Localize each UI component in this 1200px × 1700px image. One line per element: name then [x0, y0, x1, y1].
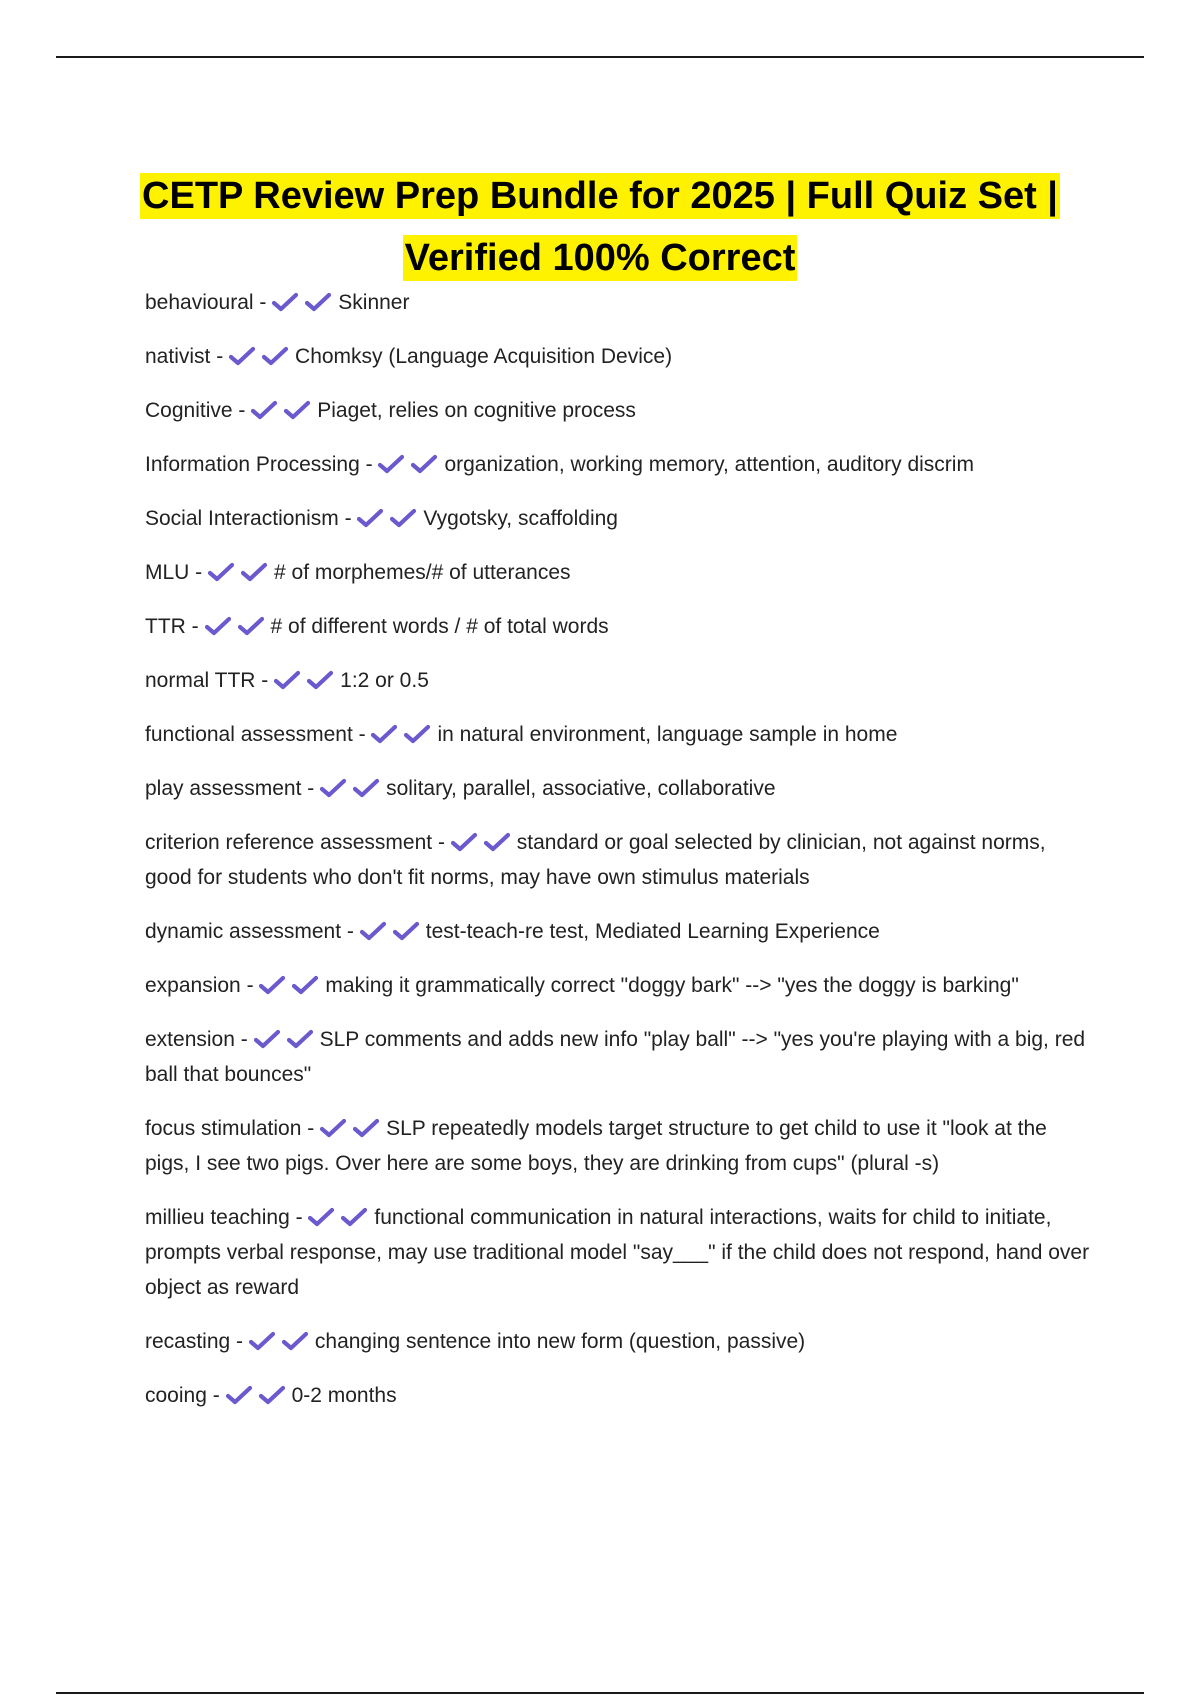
qa-answer: solitary, parallel, associative, collaborative — [386, 777, 776, 800]
qa-checks — [357, 507, 423, 530]
qa-term: focus stimulation — [145, 1117, 302, 1140]
title-line-2: Verified 100% Correct — [404, 237, 796, 280]
qa-term: Social Interactionism — [145, 507, 339, 530]
check-icon — [287, 1029, 313, 1049]
qa-separator: - — [301, 1117, 321, 1140]
check-icon — [320, 1118, 346, 1138]
qa-separator: - — [338, 507, 358, 530]
check-icon — [411, 454, 437, 474]
qa-item — [145, 339, 1095, 374]
qa-term: recasting — [145, 1330, 231, 1353]
qa-answer: # of morphemes/# of utterances — [274, 561, 571, 584]
qa-answer: functional communication in natural interactions, waits for child to initiate, prompts verbal response, may use traditional model "say___" if the child does not respond, hand over object as reward — [145, 1206, 1090, 1299]
qa-separator: - — [289, 1206, 309, 1229]
check-icon — [353, 778, 379, 798]
qa-item — [145, 825, 1095, 895]
qa-answer: changing sentence into new form (question, passive) — [314, 1330, 806, 1353]
qa-term: TTR — [145, 615, 186, 638]
qa-item — [145, 914, 1095, 949]
check-icon — [390, 508, 416, 528]
qa-answer: 0-2 months — [291, 1384, 397, 1407]
qa-checks — [254, 1028, 320, 1051]
qa-checks — [360, 920, 426, 943]
check-icon — [226, 1385, 252, 1405]
check-icon — [484, 832, 510, 852]
qa-answer: test-teach-re test, Mediated Learning Experience — [425, 920, 880, 943]
qa-answer: making it grammatically correct "doggy bark" --> "yes the doggy is barking" — [325, 974, 1019, 997]
qa-term: Cognitive — [145, 399, 233, 422]
qa-answer: Skinner — [338, 291, 410, 314]
document-title — [100, 165, 1100, 289]
check-icon — [320, 778, 346, 798]
check-icon — [393, 921, 419, 941]
qa-checks — [308, 1206, 374, 1229]
qa-checks — [249, 1330, 315, 1353]
check-icon — [353, 1118, 379, 1138]
check-icon — [259, 1385, 285, 1405]
check-icon — [360, 921, 386, 941]
qa-checks — [320, 1117, 386, 1140]
top-rule — [56, 56, 1144, 58]
check-icon — [284, 400, 310, 420]
qa-separator: - — [206, 1384, 226, 1407]
check-icon — [305, 292, 331, 312]
qa-separator: - — [359, 453, 379, 476]
check-icon — [378, 454, 404, 474]
check-icon — [451, 832, 477, 852]
qa-item — [145, 1022, 1095, 1092]
check-icon — [238, 616, 264, 636]
qa-separator: - — [432, 831, 451, 854]
check-icon — [249, 1331, 275, 1351]
check-icon — [254, 1029, 280, 1049]
qa-separator: - — [210, 345, 230, 368]
qa-term: play assessment — [145, 777, 302, 800]
qa-answer: SLP comments and adds new info "play ball" --> "yes you're playing with a big, red ball that bounces" — [145, 1028, 1086, 1086]
qa-checks — [371, 723, 437, 746]
qa-separator: - — [232, 399, 252, 422]
qa-checks — [226, 1384, 292, 1407]
check-icon — [241, 562, 267, 582]
check-icon — [404, 724, 430, 744]
qa-checks — [378, 453, 444, 476]
qa-term: Information Processing — [145, 453, 360, 476]
qa-term: extension — [145, 1028, 235, 1051]
qa-item — [145, 609, 1095, 644]
qa-checks — [451, 831, 517, 854]
qa-item — [145, 285, 1095, 320]
qa-item — [145, 393, 1095, 428]
qa-separator: - — [253, 291, 273, 314]
qa-term: behavioural — [145, 291, 254, 314]
qa-item — [145, 717, 1095, 752]
check-icon — [205, 616, 231, 636]
check-icon — [259, 975, 285, 995]
check-icon — [229, 346, 255, 366]
qa-answer: in natural environment, language sample in home — [437, 723, 898, 746]
qa-answer: standard or goal selected by clinician, not against norms, good for students who don't fit norms, may have own stimulus materials — [145, 831, 1046, 889]
qa-item — [145, 1324, 1095, 1359]
check-icon — [251, 400, 277, 420]
qa-item — [145, 1200, 1095, 1305]
qa-checks — [320, 777, 386, 800]
check-icon — [272, 292, 298, 312]
qa-term: MLU — [145, 561, 190, 584]
qa-item — [145, 555, 1095, 590]
qa-answer: Piaget, relies on cognitive process — [317, 399, 636, 422]
check-icon — [208, 562, 234, 582]
check-icon — [308, 1207, 334, 1227]
qa-item — [145, 501, 1095, 536]
qa-item — [145, 771, 1095, 806]
qa-answer: 1:2 or 0.5 — [340, 669, 429, 692]
qa-separator: - — [341, 920, 360, 943]
qa-separator: - — [301, 777, 321, 800]
qa-item — [145, 1111, 1095, 1181]
qa-item — [145, 1378, 1095, 1413]
qa-separator: - — [185, 615, 205, 638]
qa-separator: - — [352, 723, 372, 746]
check-icon — [371, 724, 397, 744]
qa-term: nativist — [145, 345, 211, 368]
qa-checks — [259, 974, 325, 997]
qa-checks — [272, 291, 338, 314]
check-icon — [341, 1207, 367, 1227]
qa-answer: Vygotsky, scaffolding — [423, 507, 618, 530]
check-icon — [292, 975, 318, 995]
qa-item — [145, 968, 1095, 1003]
qa-separator: - — [255, 669, 275, 692]
qa-term: dynamic assessment — [145, 920, 342, 943]
qa-checks — [205, 615, 271, 638]
qa-item — [145, 663, 1095, 698]
check-icon — [307, 670, 333, 690]
qa-term: normal TTR — [145, 669, 256, 692]
qa-separator: - — [234, 1028, 254, 1051]
qa-item — [145, 447, 1095, 482]
qa-answer: Chomksy (Language Acquisition Device) — [295, 345, 673, 368]
check-icon — [282, 1331, 308, 1351]
qa-checks — [229, 345, 295, 368]
qa-term: functional assessment — [145, 723, 353, 746]
check-icon — [274, 670, 300, 690]
qa-answer: # of different words / # of total words — [270, 615, 609, 638]
qa-answer: SLP repeatedly models target structure to get child to use it "look at the pigs, I see two pigs. Over here are some boys, they are drinking from cups" (plural -s) — [145, 1117, 1047, 1175]
qa-separator: - — [230, 1330, 249, 1353]
bottom-rule — [56, 1692, 1144, 1694]
check-icon — [262, 346, 288, 366]
qa-checks — [274, 669, 340, 692]
title-line-1: CETP Review Prep Bundle for 2025 | Full Quiz Set | — [142, 175, 1058, 218]
qa-term: cooing — [145, 1384, 207, 1407]
check-icon — [357, 508, 383, 528]
qa-term: millieu teaching — [145, 1206, 290, 1229]
qa-checks — [208, 561, 274, 584]
qa-list — [145, 285, 1095, 1432]
qa-checks — [251, 399, 317, 422]
qa-separator: - — [240, 974, 260, 997]
qa-separator: - — [189, 561, 209, 584]
qa-term: criterion reference assessment — [145, 831, 433, 854]
qa-term: expansion — [145, 974, 241, 997]
qa-answer: organization, working memory, attention, auditory discrim — [444, 453, 974, 476]
